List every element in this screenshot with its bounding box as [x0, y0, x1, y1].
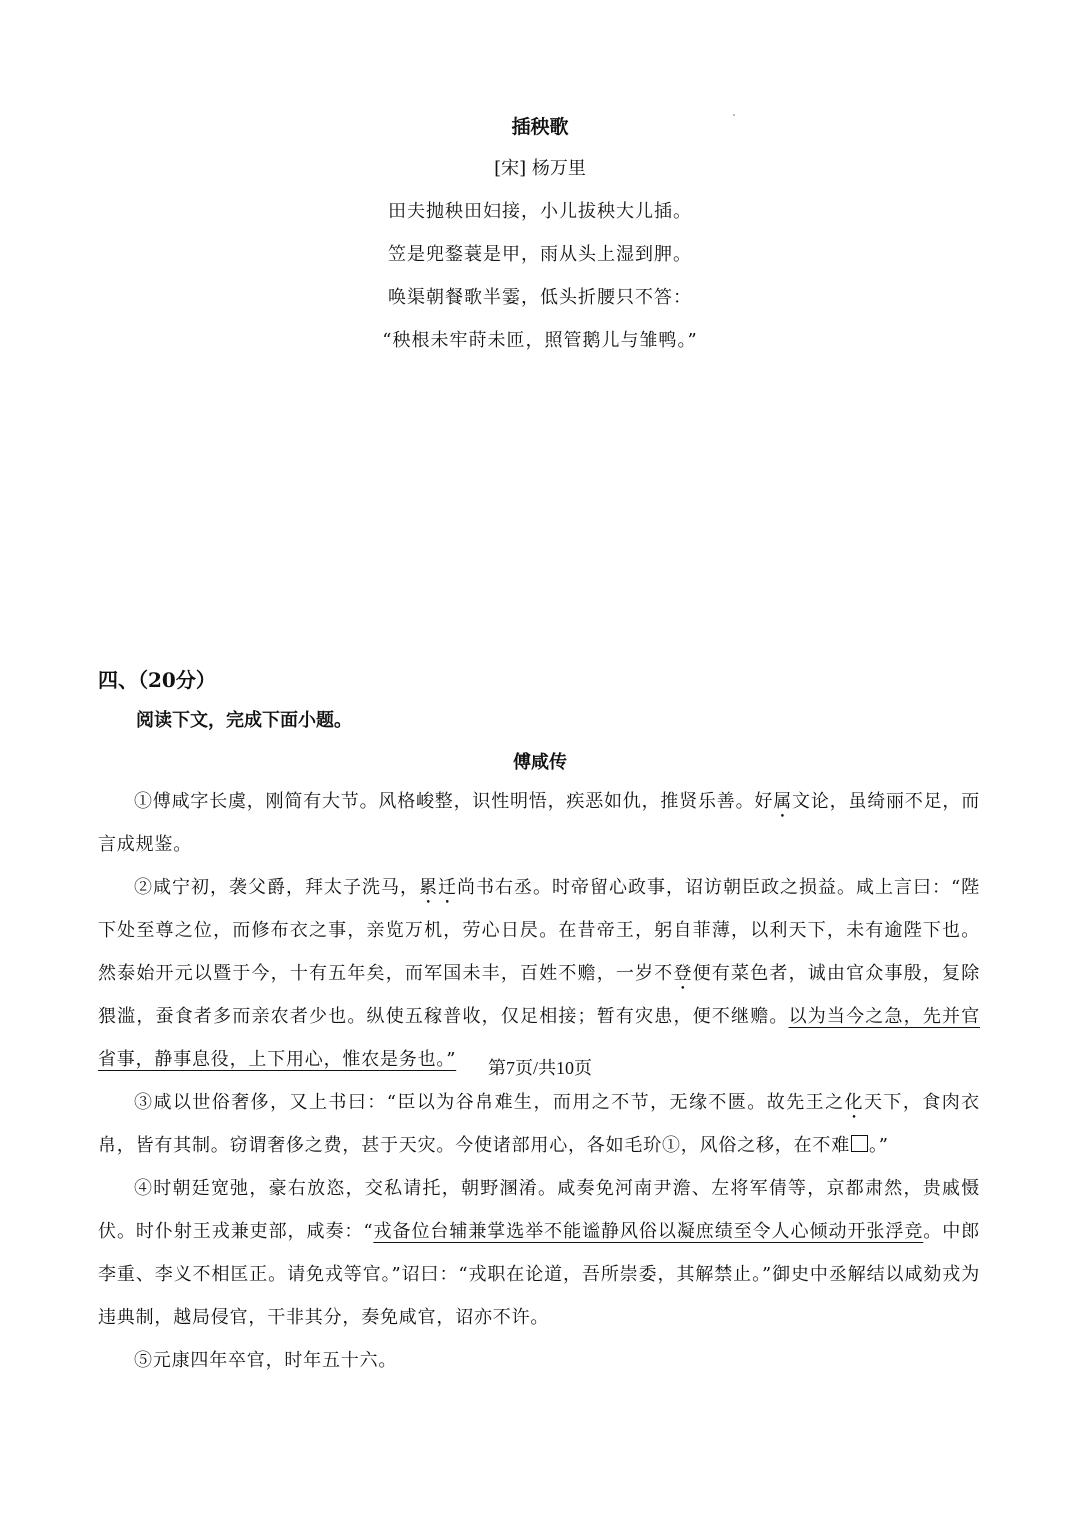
p4-text-2: 。中郎李重、李义不相匡正。请免戎等官。”诏曰：“戎职在论道，吾所崇委，其解禁止。”御史中丞解结以咸劾戎为违典制，越局侵官，干非其分，奏免咸官，诏亦不许。 — [98, 1221, 980, 1328]
p2-dotted-char-1: 累 — [419, 877, 438, 898]
poem-line-1: 田夫抛秧田妇接，小儿拔秧大儿插。 — [388, 201, 692, 222]
p2-text: ②咸宁初，袭父爵，拜太子洗马， — [134, 877, 419, 898]
p2-underlined-sentence: 以为当今之急，先并官省事，静事息役，上下用心，惟农是务也。” — [98, 1006, 981, 1070]
p2-text-3: 便有菜色者，诚由官众事殷，复除猥滥，蚕食者多而亲农者少也。纵使五稼普收，仅足相接；暂有灾患，便不继赡。 — [98, 963, 981, 1027]
section-instruction: 阅读下文，完成下面小题。 — [136, 710, 352, 731]
blank-box-icon — [851, 1135, 868, 1152]
p4-underlined-sentence: 戎备位台辅兼掌选举不能谧静风俗以凝庶绩至令人心倾动开张浮竞 — [373, 1221, 924, 1242]
poem-author: [宋] 杨万里 — [494, 158, 586, 179]
p2-dotted-char-3: 登 — [673, 963, 693, 984]
p3-text: ③咸以世俗奢侈，又上书曰：“臣以为谷帛难生，而用之不节，无缘不匮。故先王之 — [134, 1092, 845, 1113]
poem-line-2: 笠是兜鍪蓑是甲，雨从头上湿到胛。 — [388, 244, 692, 265]
article-body — [98, 780, 980, 1382]
p1-text-2: 文论，虽绮丽不足，而言成规鉴。 — [98, 791, 981, 855]
paragraph-3 — [98, 1081, 980, 1167]
p3-dotted-char: 化 — [844, 1092, 864, 1113]
section-heading: 四、（20分） — [98, 668, 216, 692]
poem-line-4: “秧根未牢莳未匝，照管鹅儿与雏鸭。” — [382, 330, 698, 351]
p2-dotted-char-2: 迁 — [438, 877, 457, 898]
paragraph-4 — [98, 1167, 980, 1339]
poem-line-3: 唤渠朝餐歌半霎，低头折腰只不答： — [388, 287, 692, 308]
p1-dotted-char: 属 — [773, 791, 793, 812]
paragraph-5: ⑤元康四年卒官，时年五十六。 — [134, 1350, 398, 1371]
p3-text-2: 天下，食肉衣帛，皆有其制。窃谓奢侈之费，甚于天灾。今使诸部用心，各如毛玠①，风俗之移，在不难 — [98, 1092, 980, 1156]
page-number: 第7页/共10页 — [487, 1058, 592, 1078]
paragraph-1 — [98, 780, 980, 866]
poem-title: 插秧歌 — [511, 116, 569, 138]
p1-text: ①傅咸字长虞，刚简有大节。风格峻整，识性明悟，疾恶如仇，推贤乐善。好 — [134, 791, 774, 812]
p4-text: ④时朝廷宽弛，豪右放恣，交私请托，朝野溷淆。咸奏免河南尹澹、左将军倩等，京都肃然，贵戚慑伏。时仆射王戎兼吏部，咸奏：“ — [98, 1178, 980, 1242]
p3-text-3: 。” — [869, 1135, 889, 1156]
article-title: 傅咸传 — [513, 752, 567, 773]
p2-text-2: 尚书右丞。时帝留心政事，诏访朝臣政之损益。咸上言曰：“陛下处至尊之位，而修布衣之事，亲览万机，劳心日昃。在昔帝王，躬自菲薄，以利天下，未有逾陛下也。然泰始开元以暨于今，十有五年矣，而军国未丰，百姓不赡，一岁不 — [98, 877, 980, 984]
paragraph-2 — [98, 866, 980, 1081]
